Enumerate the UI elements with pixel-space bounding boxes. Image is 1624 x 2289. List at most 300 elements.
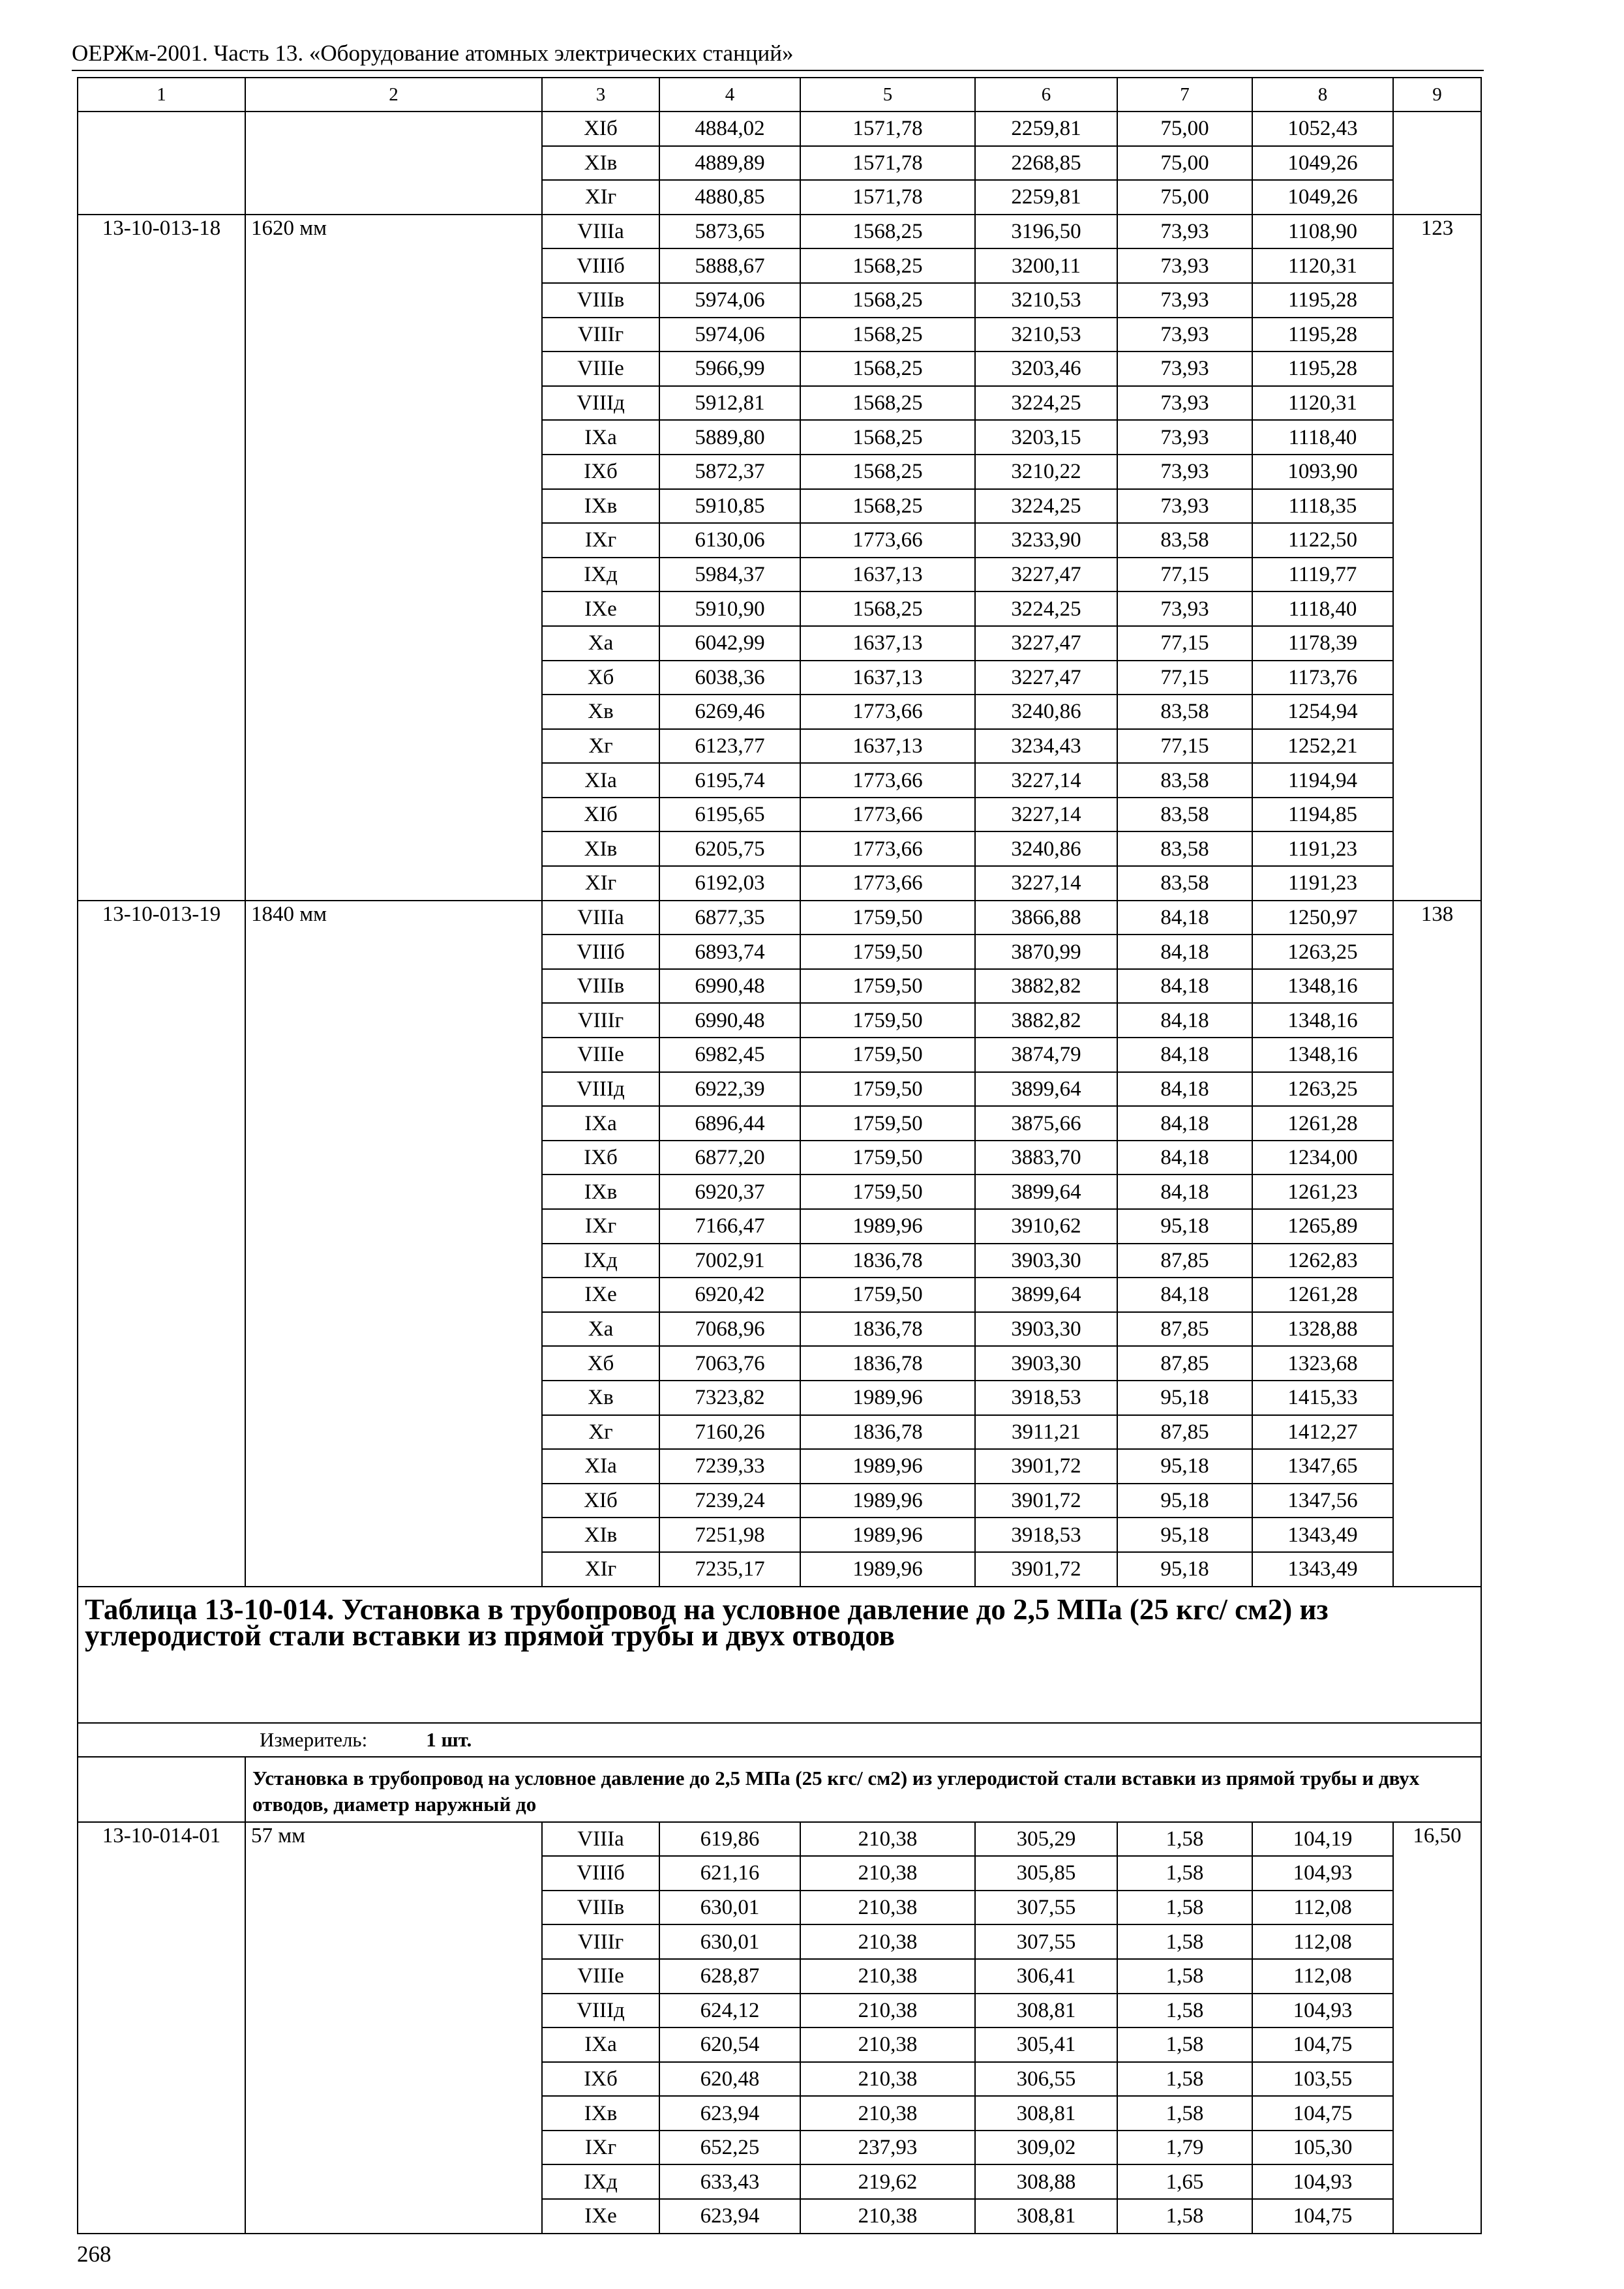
machinist-wages-cell: 73,93: [1117, 215, 1252, 249]
wages-cell: 1773,66: [800, 523, 975, 558]
materials-cell: 1263,25: [1252, 1072, 1393, 1107]
zone-cell: IXе: [542, 1278, 659, 1312]
machines-cell: 3903,30: [975, 1244, 1117, 1278]
total-cost-cell: 4889,89: [659, 146, 800, 181]
total-cost-cell: 5910,90: [659, 591, 800, 626]
machinist-wages-cell: 1,58: [1117, 1959, 1252, 1994]
zone-cell: Xв: [542, 1381, 659, 1415]
total-cost-cell: 628,87: [659, 1959, 800, 1994]
machinist-wages-cell: 87,85: [1117, 1244, 1252, 1278]
machines-cell: 3203,46: [975, 352, 1117, 386]
table-title: Таблица 13-10-014. Установка в трубопровод на условное давление до 2,5 МПа (25 кгс/ см2) из углеродистой стали вставки из прямой трубы и двух отводов: [78, 1587, 1481, 1723]
total-cost-cell: 5888,67: [659, 248, 800, 283]
total-cost-cell: 7166,47: [659, 1209, 800, 1244]
zone-cell: IXе: [542, 591, 659, 626]
total-cost-cell: 7068,96: [659, 1312, 800, 1347]
column-number: 1: [78, 78, 245, 112]
materials-cell: 104,93: [1252, 1856, 1393, 1891]
machinist-wages-cell: 1,58: [1117, 2062, 1252, 2097]
wages-cell: 1571,78: [800, 146, 975, 181]
wages-cell: 210,38: [800, 1856, 975, 1891]
wages-cell: 210,38: [800, 1891, 975, 1925]
total-cost-cell: 7235,17: [659, 1552, 800, 1587]
zone-cell: IXд: [542, 558, 659, 592]
total-cost-cell: 6042,99: [659, 626, 800, 661]
zone-cell: XIг: [542, 180, 659, 215]
materials-cell: 1254,94: [1252, 695, 1393, 729]
machinist-wages-cell: 83,58: [1117, 695, 1252, 729]
wages-cell: 1568,25: [800, 591, 975, 626]
total-cost-cell: 6982,45: [659, 1038, 800, 1072]
zone-cell: VIIIб: [542, 248, 659, 283]
materials-cell: 1343,49: [1252, 1552, 1393, 1587]
description-row: [78, 1757, 1481, 1822]
zone-cell: Xг: [542, 729, 659, 764]
machinist-wages-cell: 1,58: [1117, 1891, 1252, 1925]
wages-cell: 237,93: [800, 2131, 975, 2165]
total-cost-cell: 5910,85: [659, 489, 800, 524]
materials-cell: 112,08: [1252, 1959, 1393, 1994]
zone-cell: VIIIв: [542, 969, 659, 1004]
machinist-wages-cell: 95,18: [1117, 1518, 1252, 1552]
wages-cell: 1773,66: [800, 798, 975, 832]
zone-cell: VIIIе: [542, 352, 659, 386]
wages-cell: 1773,66: [800, 695, 975, 729]
column-number: 4: [659, 78, 800, 112]
materials-cell: 1261,23: [1252, 1174, 1393, 1209]
machinist-wages-cell: 77,15: [1117, 626, 1252, 661]
zone-cell: VIIIд: [542, 1994, 659, 2028]
materials-cell: 112,08: [1252, 1924, 1393, 1959]
machinist-wages-cell: 95,18: [1117, 1484, 1252, 1518]
materials-cell: 1261,28: [1252, 1278, 1393, 1312]
machines-cell: 3196,50: [975, 215, 1117, 249]
wages-cell: 1773,66: [800, 831, 975, 866]
machinist-wages-cell: 1,58: [1117, 1994, 1252, 2028]
total-cost-cell: 630,01: [659, 1891, 800, 1925]
wages-cell: 1989,96: [800, 1518, 975, 1552]
machines-cell: 3870,99: [975, 935, 1117, 969]
machinist-wages-cell: 84,18: [1117, 901, 1252, 935]
machines-cell: 3240,86: [975, 695, 1117, 729]
machinist-wages-cell: 84,18: [1117, 969, 1252, 1004]
wages-cell: 1568,25: [800, 215, 975, 249]
machines-cell: 3866,88: [975, 901, 1117, 935]
total-cost-cell: 6130,06: [659, 523, 800, 558]
materials-cell: 1328,88: [1252, 1312, 1393, 1347]
total-cost-cell: 6920,37: [659, 1174, 800, 1209]
zone-cell: VIIIб: [542, 935, 659, 969]
materials-cell: 105,30: [1252, 2131, 1393, 2165]
zone-cell: VIIIе: [542, 1038, 659, 1072]
column-number: 9: [1393, 78, 1481, 112]
materials-cell: 1178,39: [1252, 626, 1393, 661]
zone-cell: VIIIд: [542, 386, 659, 421]
materials-cell: 1348,16: [1252, 1038, 1393, 1072]
zone-cell: VIIIг: [542, 1924, 659, 1959]
description-spacer: [78, 1757, 245, 1822]
total-cost-cell: 6123,77: [659, 729, 800, 764]
total-cost-cell: 5889,80: [659, 420, 800, 455]
zone-cell: IXе: [542, 2199, 659, 2234]
column-number: 5: [800, 78, 975, 112]
machinist-wages-cell: 1,65: [1117, 2164, 1252, 2199]
item-name: 1620 мм: [245, 215, 542, 901]
machinist-wages-cell: 73,93: [1117, 318, 1252, 352]
total-cost-cell: 6205,75: [659, 831, 800, 866]
zone-cell: Xв: [542, 695, 659, 729]
materials-cell: 1120,31: [1252, 248, 1393, 283]
machines-cell: 3899,64: [975, 1072, 1117, 1107]
wages-cell: 210,38: [800, 1994, 975, 2028]
materials-cell: 1118,35: [1252, 489, 1393, 524]
wages-cell: 1568,25: [800, 386, 975, 421]
column-number-row: [78, 78, 1481, 112]
machinist-wages-cell: 73,93: [1117, 248, 1252, 283]
wages-cell: 1989,96: [800, 1552, 975, 1587]
machines-cell: 3224,25: [975, 591, 1117, 626]
materials-cell: 1194,85: [1252, 798, 1393, 832]
machinist-wages-cell: 84,18: [1117, 1072, 1252, 1107]
total-cost-cell: 4880,85: [659, 180, 800, 215]
materials-cell: 1195,28: [1252, 318, 1393, 352]
machines-cell: 3899,64: [975, 1278, 1117, 1312]
machinist-wages-cell: 1,58: [1117, 2096, 1252, 2131]
wages-cell: 210,38: [800, 2199, 975, 2234]
machines-cell: 308,81: [975, 1994, 1117, 2028]
machines-cell: 3901,72: [975, 1449, 1117, 1484]
item-code: [78, 112, 245, 215]
measure-row: [78, 1723, 1481, 1757]
machines-cell: 3200,11: [975, 248, 1117, 283]
materials-cell: 112,08: [1252, 1891, 1393, 1925]
machines-cell: 3210,53: [975, 283, 1117, 318]
machines-cell: 3203,15: [975, 420, 1117, 455]
table-body-before: [78, 78, 1481, 1587]
machinist-wages-cell: 1,58: [1117, 2199, 1252, 2234]
zone-cell: IXг: [542, 523, 659, 558]
wages-cell: 219,62: [800, 2164, 975, 2199]
materials-cell: 104,93: [1252, 1994, 1393, 2028]
machines-cell: 308,81: [975, 2199, 1117, 2234]
wages-cell: 1568,25: [800, 489, 975, 524]
table-row: [78, 1822, 1481, 1857]
machinist-wages-cell: 83,58: [1117, 763, 1252, 798]
machines-cell: 3918,53: [975, 1518, 1117, 1552]
measure-cell: [78, 1723, 1481, 1757]
total-cost-cell: 7251,98: [659, 1518, 800, 1552]
machines-cell: 2259,81: [975, 112, 1117, 146]
zone-cell: IXд: [542, 2164, 659, 2199]
machinist-wages-cell: 84,18: [1117, 935, 1252, 969]
materials-cell: 1347,56: [1252, 1484, 1393, 1518]
materials-cell: 1119,77: [1252, 558, 1393, 592]
zone-cell: IXв: [542, 2096, 659, 2131]
materials-cell: 104,19: [1252, 1822, 1393, 1857]
total-cost-cell: 6990,48: [659, 969, 800, 1004]
materials-cell: 1265,89: [1252, 1209, 1393, 1244]
column-number: 2: [245, 78, 542, 112]
zone-cell: IXг: [542, 2131, 659, 2165]
table-title-row: [78, 1587, 1481, 1723]
wages-cell: 1759,50: [800, 1072, 975, 1107]
machines-cell: 3210,22: [975, 455, 1117, 489]
machinist-wages-cell: 84,18: [1117, 1003, 1252, 1038]
materials-cell: 1191,23: [1252, 866, 1393, 901]
materials-cell: 1347,65: [1252, 1449, 1393, 1484]
total-cost-cell: 633,43: [659, 2164, 800, 2199]
machines-cell: 3901,72: [975, 1484, 1117, 1518]
zone-cell: XIв: [542, 146, 659, 181]
machines-cell: 3227,47: [975, 626, 1117, 661]
total-cost-cell: 7323,82: [659, 1381, 800, 1415]
column-number: 6: [975, 78, 1117, 112]
machines-cell: 3874,79: [975, 1038, 1117, 1072]
total-cost-cell: 624,12: [659, 1994, 800, 2028]
zone-cell: XIг: [542, 866, 659, 901]
wages-cell: 1637,13: [800, 626, 975, 661]
machinist-wages-cell: 95,18: [1117, 1209, 1252, 1244]
wages-cell: 1989,96: [800, 1449, 975, 1484]
materials-cell: 1263,25: [1252, 935, 1393, 969]
machines-cell: 3918,53: [975, 1381, 1117, 1415]
machines-cell: 305,85: [975, 1856, 1117, 1891]
table-row: [78, 112, 1481, 146]
wages-cell: 1568,25: [800, 352, 975, 386]
machines-cell: 3910,62: [975, 1209, 1117, 1244]
machines-cell: 3875,66: [975, 1106, 1117, 1141]
total-cost-cell: 6038,36: [659, 661, 800, 695]
machines-cell: 3224,25: [975, 386, 1117, 421]
zone-cell: IXб: [542, 455, 659, 489]
zone-cell: IXа: [542, 1106, 659, 1141]
wages-cell: 1637,13: [800, 729, 975, 764]
machines-cell: 3233,90: [975, 523, 1117, 558]
zone-cell: Xа: [542, 1312, 659, 1347]
wages-cell: 1759,50: [800, 1106, 975, 1141]
total-cost-cell: 6195,65: [659, 798, 800, 832]
wages-cell: 1989,96: [800, 1484, 975, 1518]
machines-cell: 307,55: [975, 1891, 1117, 1925]
page-header: ОЕРЖм-2001. Часть 13. «Оборудование атомных электрических станций»: [72, 40, 794, 66]
wages-cell: 1759,50: [800, 1278, 975, 1312]
machinist-wages-cell: 73,93: [1117, 386, 1252, 421]
wages-cell: 1571,78: [800, 112, 975, 146]
wages-cell: 1759,50: [800, 1038, 975, 1072]
table-row: [78, 901, 1481, 935]
total-cost-cell: 6269,46: [659, 695, 800, 729]
machinist-wages-cell: 95,18: [1117, 1449, 1252, 1484]
item-code: 13-10-013-18: [78, 215, 245, 901]
machines-cell: 307,55: [975, 1924, 1117, 1959]
wages-cell: 1759,50: [800, 1003, 975, 1038]
machinist-wages-cell: 1,58: [1117, 1924, 1252, 1959]
measure-value: 1 шт.: [426, 1728, 472, 1751]
machinist-wages-cell: 83,58: [1117, 798, 1252, 832]
materials-cell: 1262,83: [1252, 1244, 1393, 1278]
table-body-after: [78, 1822, 1481, 2234]
machinist-wages-cell: 77,15: [1117, 558, 1252, 592]
total-cost-cell: 623,94: [659, 2199, 800, 2234]
item-name: 57 мм: [245, 1822, 542, 2234]
page-number: 268: [77, 2241, 112, 2267]
machines-cell: 3883,70: [975, 1141, 1117, 1175]
wages-cell: 1568,25: [800, 455, 975, 489]
zone-cell: IXд: [542, 1244, 659, 1278]
materials-cell: 1348,16: [1252, 969, 1393, 1004]
materials-cell: 104,75: [1252, 2199, 1393, 2234]
materials-cell: 1195,28: [1252, 352, 1393, 386]
materials-cell: 1049,26: [1252, 180, 1393, 215]
materials-cell: 1120,31: [1252, 386, 1393, 421]
zone-cell: VIIIа: [542, 215, 659, 249]
machinist-wages-cell: 73,93: [1117, 352, 1252, 386]
wages-cell: 1568,25: [800, 420, 975, 455]
machines-cell: 3903,30: [975, 1312, 1117, 1347]
machinist-wages-cell: 77,15: [1117, 661, 1252, 695]
machinist-wages-cell: 1,79: [1117, 2131, 1252, 2165]
machines-cell: 3882,82: [975, 969, 1117, 1004]
total-cost-cell: 6195,74: [659, 763, 800, 798]
zone-cell: IXв: [542, 1174, 659, 1209]
machines-cell: 305,41: [975, 2027, 1117, 2062]
machinist-wages-cell: 73,93: [1117, 489, 1252, 524]
wages-cell: 1836,78: [800, 1244, 975, 1278]
materials-cell: 1093,90: [1252, 455, 1393, 489]
zone-cell: Xа: [542, 626, 659, 661]
zone-cell: IXб: [542, 2062, 659, 2097]
total-cost-cell: 7063,76: [659, 1346, 800, 1381]
column-number: 7: [1117, 78, 1252, 112]
wages-cell: 1759,50: [800, 935, 975, 969]
zone-cell: XIа: [542, 1449, 659, 1484]
total-cost-cell: 630,01: [659, 1924, 800, 1959]
wages-cell: 1773,66: [800, 763, 975, 798]
wages-cell: 1637,13: [800, 661, 975, 695]
machines-cell: 3227,14: [975, 763, 1117, 798]
machines-cell: 3899,64: [975, 1174, 1117, 1209]
materials-cell: 1415,33: [1252, 1381, 1393, 1415]
zone-cell: VIIIг: [542, 318, 659, 352]
wages-cell: 1989,96: [800, 1209, 975, 1244]
machinist-wages-cell: 84,18: [1117, 1106, 1252, 1141]
machines-cell: 3210,53: [975, 318, 1117, 352]
zone-cell: XIб: [542, 798, 659, 832]
machines-cell: 3901,72: [975, 1552, 1117, 1587]
total-cost-cell: 6896,44: [659, 1106, 800, 1141]
machines-cell: 3224,25: [975, 489, 1117, 524]
wages-cell: 1836,78: [800, 1415, 975, 1450]
machinist-wages-cell: 1,58: [1117, 1822, 1252, 1857]
machines-cell: 3882,82: [975, 1003, 1117, 1038]
zone-cell: XIг: [542, 1552, 659, 1587]
machinist-wages-cell: 75,00: [1117, 112, 1252, 146]
zone-cell: IXа: [542, 420, 659, 455]
machinist-wages-cell: 77,15: [1117, 729, 1252, 764]
machinist-wages-cell: 83,58: [1117, 831, 1252, 866]
machines-cell: 306,55: [975, 2062, 1117, 2097]
column-number: 3: [542, 78, 659, 112]
zone-cell: Xб: [542, 661, 659, 695]
total-cost-cell: 7002,91: [659, 1244, 800, 1278]
machinist-wages-cell: 84,18: [1117, 1038, 1252, 1072]
machines-cell: 2268,85: [975, 146, 1117, 181]
total-cost-cell: 5974,06: [659, 318, 800, 352]
zone-cell: XIв: [542, 831, 659, 866]
total-cost-cell: 5872,37: [659, 455, 800, 489]
column-number: 8: [1252, 78, 1393, 112]
zone-cell: VIIIа: [542, 1822, 659, 1857]
labor-cost-cell: 123: [1393, 215, 1481, 901]
machines-cell: 3903,30: [975, 1346, 1117, 1381]
materials-cell: 1250,97: [1252, 901, 1393, 935]
materials-cell: 1118,40: [1252, 591, 1393, 626]
wages-cell: 1568,25: [800, 248, 975, 283]
machines-cell: 3234,43: [975, 729, 1117, 764]
wages-cell: 1836,78: [800, 1346, 975, 1381]
zone-cell: Xг: [542, 1415, 659, 1450]
zone-cell: IXб: [542, 1141, 659, 1175]
wages-cell: 1637,13: [800, 558, 975, 592]
total-cost-cell: 6893,74: [659, 935, 800, 969]
wages-cell: 1836,78: [800, 1312, 975, 1347]
materials-cell: 1343,49: [1252, 1518, 1393, 1552]
materials-cell: 1118,40: [1252, 420, 1393, 455]
table-title-section: [78, 1587, 1481, 1822]
total-cost-cell: 620,54: [659, 2027, 800, 2062]
table-row: [78, 215, 1481, 249]
item-code: 13-10-014-01: [78, 1822, 245, 2234]
machines-cell: 3227,47: [975, 661, 1117, 695]
materials-cell: 1412,27: [1252, 1415, 1393, 1450]
total-cost-cell: 652,25: [659, 2131, 800, 2165]
zone-cell: IXв: [542, 489, 659, 524]
materials-cell: 1252,21: [1252, 729, 1393, 764]
wages-cell: 1989,96: [800, 1381, 975, 1415]
zone-cell: VIIIб: [542, 1856, 659, 1891]
machines-cell: 305,29: [975, 1822, 1117, 1857]
total-cost-cell: 6920,42: [659, 1278, 800, 1312]
item-name: [245, 112, 542, 215]
total-cost-cell: 5984,37: [659, 558, 800, 592]
wages-cell: 1571,78: [800, 180, 975, 215]
materials-cell: 1122,50: [1252, 523, 1393, 558]
total-cost-cell: 5912,81: [659, 386, 800, 421]
total-cost-cell: 621,16: [659, 1856, 800, 1891]
total-cost-cell: 7239,24: [659, 1484, 800, 1518]
materials-cell: 1173,76: [1252, 661, 1393, 695]
machinist-wages-cell: 87,85: [1117, 1415, 1252, 1450]
materials-cell: 1108,90: [1252, 215, 1393, 249]
machinist-wages-cell: 87,85: [1117, 1312, 1252, 1347]
total-cost-cell: 6192,03: [659, 866, 800, 901]
total-cost-cell: 6877,35: [659, 901, 800, 935]
materials-cell: 104,75: [1252, 2027, 1393, 2062]
machinist-wages-cell: 83,58: [1117, 866, 1252, 901]
labor-cost-cell: 16,50: [1393, 1822, 1481, 2234]
machinist-wages-cell: 73,93: [1117, 455, 1252, 489]
total-cost-cell: 5966,99: [659, 352, 800, 386]
total-cost-cell: 6877,20: [659, 1141, 800, 1175]
machinist-wages-cell: 73,93: [1117, 283, 1252, 318]
materials-cell: 1234,00: [1252, 1141, 1393, 1175]
machines-cell: 308,88: [975, 2164, 1117, 2199]
item-code: 13-10-013-19: [78, 901, 245, 1587]
zone-cell: VIIIв: [542, 283, 659, 318]
wages-cell: 1759,50: [800, 969, 975, 1004]
machinist-wages-cell: 95,18: [1117, 1552, 1252, 1587]
zone-cell: XIв: [542, 1518, 659, 1552]
